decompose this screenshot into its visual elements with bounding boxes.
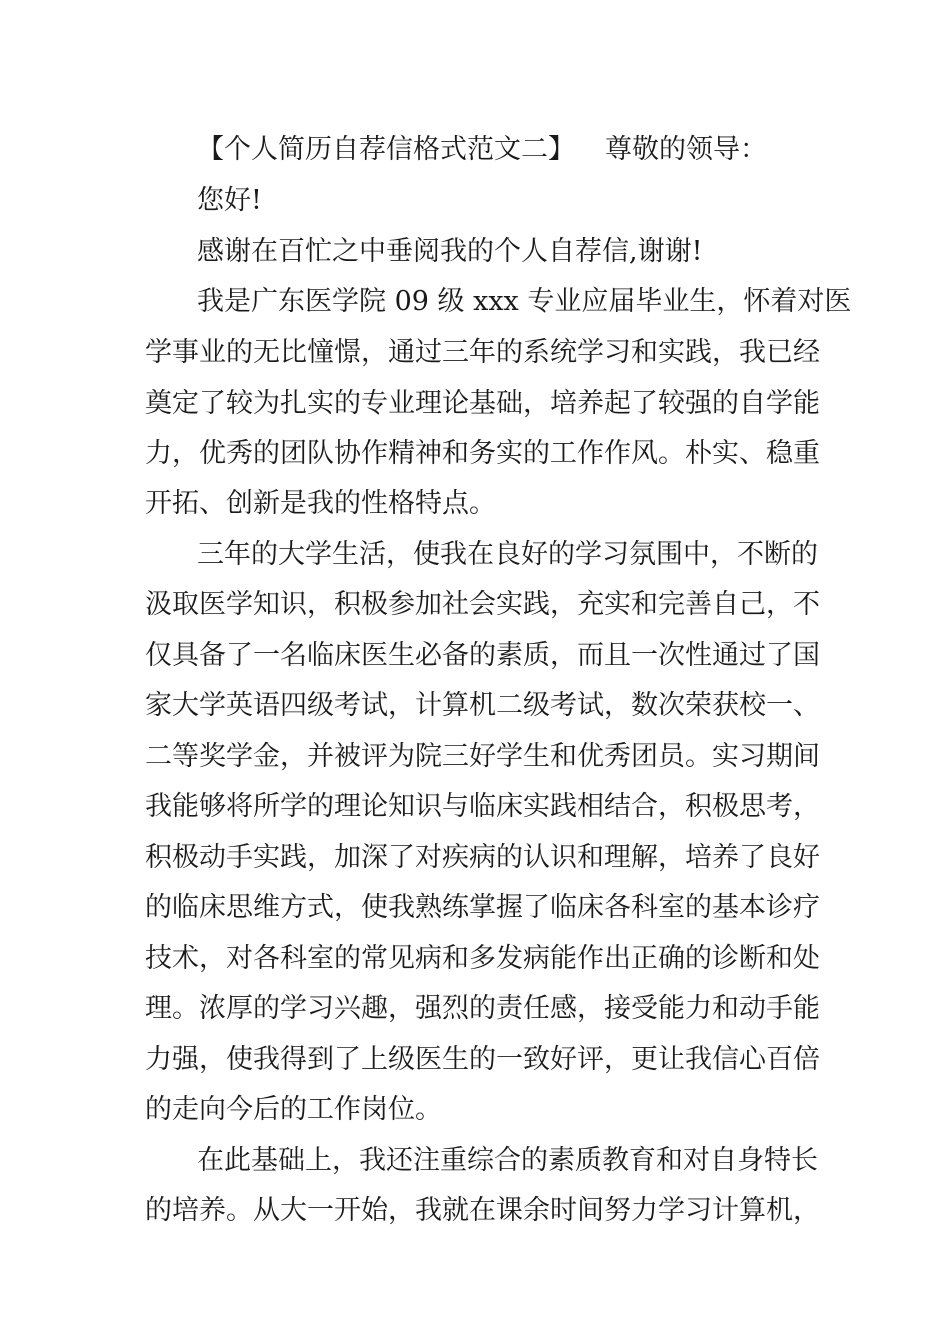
- paragraph-line: 汲取医学知识，积极参加社会实践，充实和完善自己，不: [145, 589, 820, 620]
- paragraph-line: 的培养。从大一开始，我就在课余时间努力学习计算机，: [145, 1195, 820, 1226]
- paragraph-line: 积极动手实践，加深了对疾病的认识和理解，培养了良好: [145, 842, 820, 873]
- paragraph-line: 学事业的无比憧憬，通过三年的系统学习和实践，我已经: [145, 337, 820, 368]
- paragraph-line: 仅具备了一名临床医生必备的素质，而且一次性通过了国: [145, 640, 820, 671]
- paragraph-line: 理。浓厚的学习兴趣，强烈的责任感，接受能力和动手能: [145, 993, 820, 1024]
- paragraph-line: 奠定了较为扎实的专业理论基础，培养起了较强的自学能: [145, 388, 820, 419]
- heading-row: [197, 130, 815, 170]
- salutation: 尊敬的领导：: [605, 134, 767, 165]
- paragraph-line: 开拓、创新是我的性格特点。: [145, 488, 496, 519]
- paragraph-line: 在此基础上，我还注重综合的素质教育和对自身特长: [197, 1145, 818, 1176]
- paragraph-line: 的走向今后的工作岗位。: [145, 1094, 442, 1125]
- paragraph-line: 二等奖学金，并被评为院三好学生和优秀团员。实习期间: [145, 741, 820, 772]
- paragraph-line: 三年的大学生活，使我在良好的学习氛围中，不断的: [197, 539, 818, 570]
- paragraph-line: 的临床思维方式，使我熟练掌握了临床各科室的基本诊疗: [145, 892, 820, 923]
- paragraph-line: 技术，对各科室的常见病和多发病能作出正确的诊断和处: [145, 943, 820, 974]
- thanks-line: 感谢在百忙之中垂阅我的个人自荐信,谢谢!: [197, 236, 703, 267]
- paragraph-line: 我能够将所学的理论知识与临床实践相结合，积极思考，: [145, 791, 820, 822]
- paragraph-line: 力，优秀的团队协作精神和务实的工作作风。朴实、稳重: [145, 438, 820, 469]
- paragraph-line: 力强，使我得到了上级医生的一致好评，更让我信心百倍: [145, 1044, 820, 1075]
- paragraph-line: 家大学英语四级考试，计算机二级考试，数次荣获校一、: [145, 690, 820, 721]
- greeting: 您好!: [197, 185, 262, 216]
- letter-title: 【个人简历自荐信格式范文二】: [197, 134, 575, 165]
- paragraph-line: 我是广东医学院 09 级 xxx 专业应届毕业生，怀着对医: [197, 286, 852, 317]
